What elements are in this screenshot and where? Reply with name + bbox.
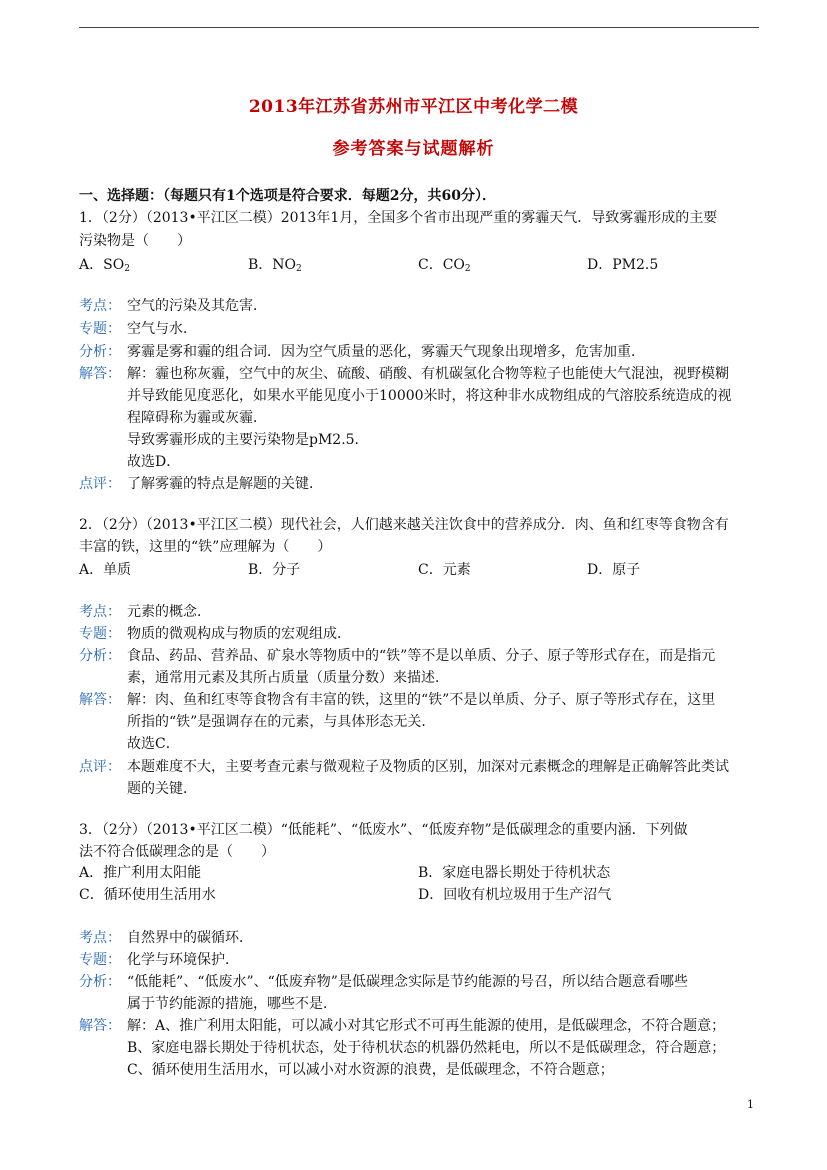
q1-zhuanti: 空气与水． [127,321,197,337]
document-subtitle: 参考答案与试题解析 [332,139,495,159]
q3-zhuanti-label: 专题： [79,952,121,968]
q3-zhuanti: 化学与环境保护． [127,952,239,968]
q2-answer: 故选C． [127,736,180,752]
q1-zhuanti-label: 专题： [79,321,121,337]
q2-option-b: B．分子 [248,562,301,578]
q2-zhuanti-label: 专题： [79,626,121,642]
q3-jieda-line-2: B、家庭电器长期处于待机状态，处于待机状态的机器仍然耗电，所以不是低碳理念，符合题意； [127,1040,726,1056]
question-1-stem: 1．（2分）（2013•平江区二模）2013年1月，全国多个省市出现严重的雾霾天气．导致雾霾形成的主要 [79,210,718,226]
q3-option-c: C．循环使用生活用水 [79,887,216,903]
q2-jieda-line-2: 所指的“铁”是强调存在的元素，与具体形态无关． [127,714,436,730]
q1-jieda-line-2: 并导致能见度恶化，如果水平能见度小于10000米时，将这种非水成物组成的气溶胶系统造成的视 [127,388,732,404]
top-divider [79,27,759,28]
q2-jieda-line-1: 解：肉、鱼和红枣等食物含有丰富的铁，这里的“铁”不是以单质、分子、原子等形式存在，这里 [127,692,716,708]
q2-fenxi-line-2: 素，通常用元素及其所占质量（质量分数）来描述． [127,670,449,686]
q1-kaodian-label: 考点： [79,298,121,314]
q1-option-b: B．$NO_2$ [248,257,302,274]
document-title: 2013年江苏省苏州市平江区中考化学二模 [248,97,579,117]
q3-option-a: A．推广利用太阳能 [79,865,202,881]
q2-dianping-line-2: 题的关键． [127,781,197,797]
q2-fenxi-label: 分析： [79,648,121,664]
q1-option-d: D．PM2.5 [587,257,659,273]
q1-jieda-label: 解答： [79,366,121,382]
q2-fenxi-line-1: 食品、药品、营养品、矿泉水等物质中的“铁”等不是以单质、分子、原子等形式存在，而是指元 [127,648,716,664]
q3-fenxi-line-1: “低能耗”、“低废水”、“低废弃物”是低碳理念实际是节约能源的号召，所以结合题意看哪些 [127,974,688,990]
q2-option-a: A．单质 [79,562,132,578]
q1-fenxi-label: 分析： [79,344,121,360]
q3-jieda-line-1: 解：A、推广利用太阳能，可以减小对其它形式不可再生能源的使用，是低碳理念，不符合题意； [127,1018,726,1034]
q2-zhuanti: 物质的微观构成与物质的宏观组成． [127,626,351,642]
q3-kaodian: 自然界中的碳循环． [127,930,253,946]
question-3-stem-cont: 法不符合低碳理念的是（ ） [79,844,275,860]
q2-jieda-label: 解答： [79,692,121,708]
q2-dianping-label: 点评： [79,759,121,775]
question-3-stem: 3．（2分）（2013•平江区二模）“低能耗”、“低废水”、“低废弃物”是低碳理念的重要内涵．下列做 [79,822,688,838]
q3-option-b: B．家庭电器长期处于待机状态 [418,865,611,881]
q3-fenxi-label: 分析： [79,974,121,990]
q1-fenxi: 雾霾是雾和霾的组合词．因为空气质量的恶化，雾霾天气现象出现增多，危害加重． [127,344,645,360]
q1-dianping-label: 点评： [79,476,121,492]
q1-jieda-line-1: 解：霾也称灰霾，空气中的灰尘、硫酸、硝酸、有机碳氢化合物等粒子也能使大气混浊，视野模糊 [127,366,729,382]
q3-jieda-line-3: C、循环使用生活用水，可以减小对水资源的浪费，是低碳理念，不符合题意； [127,1062,614,1078]
q2-dianping-line-1: 本题难度不大，主要考查元素与微观粒子及物质的区别，加深对元素概念的理解是正确解答此类试 [127,759,729,775]
q1-jieda-line-4: 导致雾霾形成的主要污染物是pM2.5． [127,432,369,448]
q1-dianping: 了解雾霾的特点是解题的关键． [127,476,323,492]
q3-option-d: D．回收有机垃圾用于生产沼气 [418,887,612,903]
question-1-stem-cont: 污染物是（ ） [79,233,191,249]
q2-kaodian-label: 考点： [79,604,121,620]
question-2-stem: 2．（2分）（2013•平江区二模）现代社会，人们越来越关注饮食中的营养成分．肉、鱼和红枣等食物含有 [79,517,729,533]
q1-kaodian: 空气的污染及其危害． [127,298,267,314]
section-header: 一、选择题：（每题只有1个选项是符合要求．每题2分，共60分）． [79,188,496,204]
q3-jieda-label: 解答： [79,1018,121,1034]
page-number: 1 [747,1098,754,1111]
q1-answer: 故选D． [127,454,181,470]
question-2-stem-cont: 丰富的铁，这里的“铁”应理解为（ ） [79,539,332,555]
q2-option-d: D．原子 [587,562,641,578]
q1-jieda-line-3: 程障碍称为霾或灰霾． [127,410,267,426]
q1-option-c: C．$CO_2$ [418,257,471,274]
q3-fenxi-line-2: 属于节约能源的措施，哪些不是． [127,996,337,1012]
q1-option-a: A．$SO_2$ [79,257,130,274]
q3-kaodian-label: 考点： [79,930,121,946]
q2-option-c: C．元素 [418,562,471,578]
q2-kaodian: 元素的概念． [127,604,211,620]
